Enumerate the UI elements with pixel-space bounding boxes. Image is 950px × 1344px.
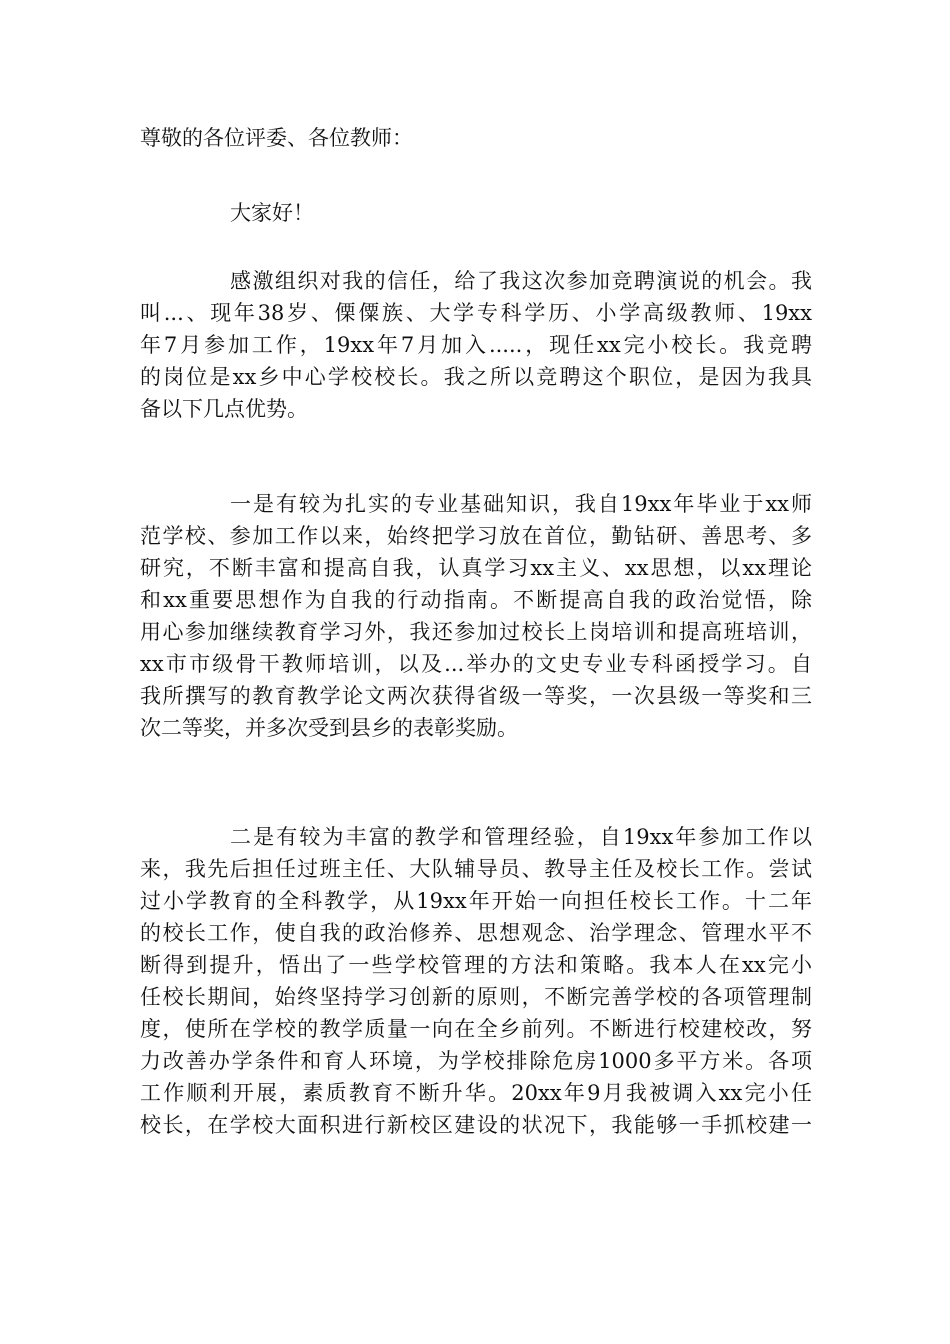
paragraph-advantage-two (140, 821, 812, 1141)
paragraph-line: 校长，在学校大面积进行新校区建设的状况下，我能够一手抓校建一 (140, 1113, 812, 1137)
paragraph-advantage-one (140, 488, 812, 744)
paragraph-line: 度，使所在学校的教学质量一向在全乡前列。不断进行校建校改，努 (140, 1017, 812, 1041)
paragraph-line: xx市市级骨干教师培训，以及...举办的文史专业专科函授学习。自 (140, 652, 812, 676)
paragraph-line: 二是有较为丰富的教学和管理经验，自19xx年参加工作以 (230, 825, 812, 849)
paragraph-line: 工作顺利开展，素质教育不断升华。20xx年9月我被调入xx完小任 (140, 1081, 812, 1105)
paragraph-line: 感激组织对我的信任，给了我这次参加竞聘演说的机会。我 (230, 269, 812, 293)
paragraph-line: 和xx重要思想作为自我的行动指南。不断提高自我的政治觉悟，除 (140, 588, 812, 612)
paragraph-line: 叫...、现年38岁、傈僳族、大学专科学历、小学高级教师、19xx (140, 301, 812, 325)
paragraph-line: 任校长期间，始终坚持学习创新的原则，不断完善学校的各项管理制 (140, 985, 812, 1009)
paragraph-line: 来，我先后担任过班主任、大队辅导员、教导主任及校长工作。尝试 (140, 857, 812, 881)
paragraph-intro (140, 265, 812, 425)
paragraph-line: 力改善办学条件和育人环境，为学校排除危房1000多平方米。各项 (140, 1049, 812, 1073)
paragraph-line: 过小学教育的全科教学，从19xx年开始一向担任校长工作。十二年 (140, 889, 812, 913)
paragraph-line: 一是有较为扎实的专业基础知识，我自19xx年毕业于xx师 (230, 492, 812, 516)
paragraph-line: 年7月参加工作，19xx年7月加入.....，现任xx完小校长。我竞聘 (140, 333, 812, 357)
paragraph-line: 次二等奖，并多次受到县乡的表彰奖励。 (140, 716, 518, 740)
paragraph-line: 的岗位是xx乡中心学校校长。我之所以竞聘这个职位，是因为我具 (140, 365, 812, 389)
salutation: 尊敬的各位评委、各位教师： (140, 126, 413, 150)
paragraph-line: 研究，不断丰富和提高自我，认真学习xx主义、xx思想，以xx理论 (140, 556, 812, 580)
paragraph-line: 我所撰写的教育教学论文两次获得省级一等奖，一次县级一等奖和三 (140, 684, 812, 708)
paragraph-line: 备以下几点优势。 (140, 397, 308, 421)
paragraph-line: 范学校、参加工作以来，始终把学习放在首位，勤钻研、善思考、多 (140, 524, 812, 548)
paragraph-line: 断得到提升，悟出了一些学校管理的方法和策略。我本人在xx完小 (140, 953, 812, 977)
paragraph-line: 的校长工作，使自我的政治修养、思想观念、治学理念、管理水平不 (140, 921, 812, 945)
paragraph-line: 用心参加继续教育学习外，我还参加过校长上岗培训和提高班培训， (140, 620, 812, 644)
greeting: 大家好！ (230, 201, 314, 225)
